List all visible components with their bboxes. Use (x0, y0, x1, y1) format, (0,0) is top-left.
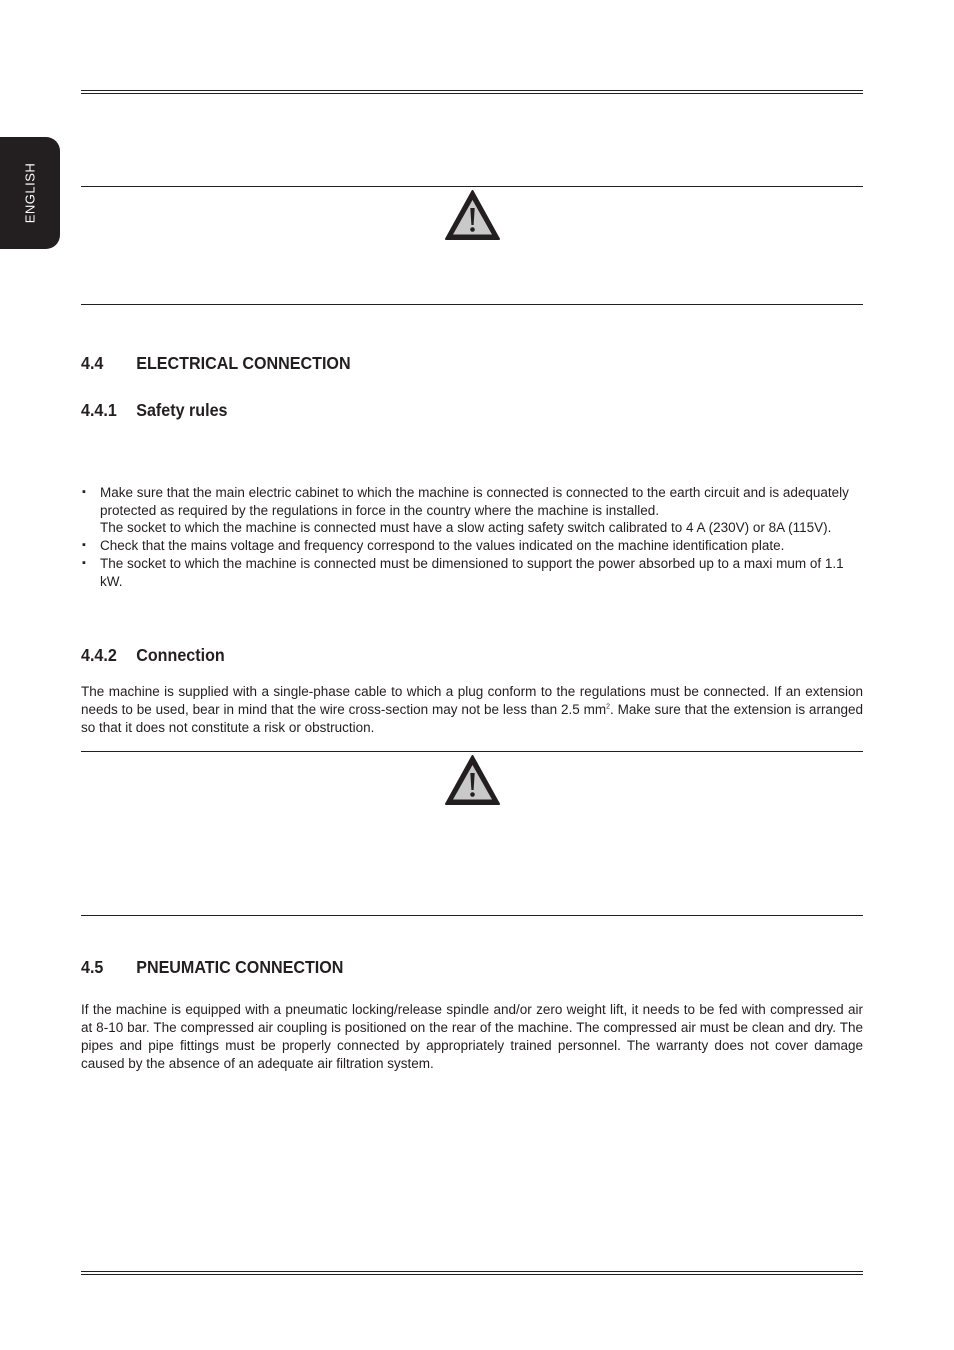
list-item-text: Check that the mains voltage and frequency correspond to the values indicated on the machine identification plate. (100, 538, 785, 554)
list-item-text: The socket to which the machine is connected must have a slow acting safety switch calibrated to 4 A (230V) or 8A (115V). (100, 520, 832, 536)
section-heading-4-4 (81, 353, 351, 374)
superscript: 2 (606, 703, 610, 711)
list-item-text: Make sure that the main electric cabinet to which the machine is connected is connected to the earth circuit and is adequately protected as required by the regulations in force in the country where the machine is installed. (100, 485, 849, 518)
section-title: ELECTRICAL CONNECTION (136, 353, 351, 373)
header-rule (81, 90, 863, 94)
warning-triangle-icon (444, 189, 501, 241)
subsection-title: Safety rules (136, 400, 228, 420)
warning-box-top-rule (81, 186, 863, 187)
warning-box-top-rule (81, 751, 863, 752)
footer-rule (81, 1271, 863, 1275)
language-tab-label: ENGLISH (22, 162, 38, 224)
warning-box-bottom-rule (81, 915, 863, 916)
section-number: 4.4 (81, 353, 104, 373)
connection-paragraph (81, 683, 863, 737)
connection-text-part: . Make sure that the extension is arranged so that it does not constitute a risk or obstruction. (81, 702, 863, 735)
section-heading-4-5 (81, 957, 343, 978)
list-item (81, 555, 863, 590)
subsection-heading-4-4-2 (81, 645, 225, 666)
safety-rules-list (81, 484, 863, 590)
language-tab (0, 137, 60, 249)
subsection-heading-4-4-1 (81, 400, 227, 421)
bullet-icon: ▪ (82, 556, 86, 569)
section-title: PNEUMATIC CONNECTION (136, 957, 344, 977)
subsection-title: Connection (136, 645, 225, 665)
section-number: 4.5 (81, 957, 104, 977)
subsection-number: 4.4.2 (81, 645, 117, 665)
list-item (81, 537, 863, 555)
bullet-icon: ▪ (82, 539, 86, 552)
pneumatic-paragraph: If the machine is equipped with a pneumatic locking/release spindle and/or zero weight lift, it needs to be fed with compressed air at 8-10 bar. The compressed air coupling is positioned on the rear of the machine. The compressed air must be clean and dry. The pipes and pipe fittings must be properly connected by appropriately trained personnel. The warranty does not cover damage caused by the absence of an adequate air filtration system. (81, 1002, 863, 1071)
connection-text-part: The machine is supplied with a single-phase cable to which a plug conform to the regulations must be connected. If an extension needs to be used, bear in mind that the wire cross-section may not be less than 2.5 mm (81, 684, 863, 717)
list-item (81, 484, 863, 537)
bullet-icon: ▪ (82, 486, 86, 498)
warning-triangle-icon (444, 754, 501, 806)
list-item-text: The socket to which the machine is connected must be dimensioned to support the power absorbed up to a maxi mum of 1.1 kW. (100, 555, 844, 589)
warning-box-bottom-rule (81, 304, 863, 305)
subsection-number: 4.4.1 (81, 400, 117, 420)
